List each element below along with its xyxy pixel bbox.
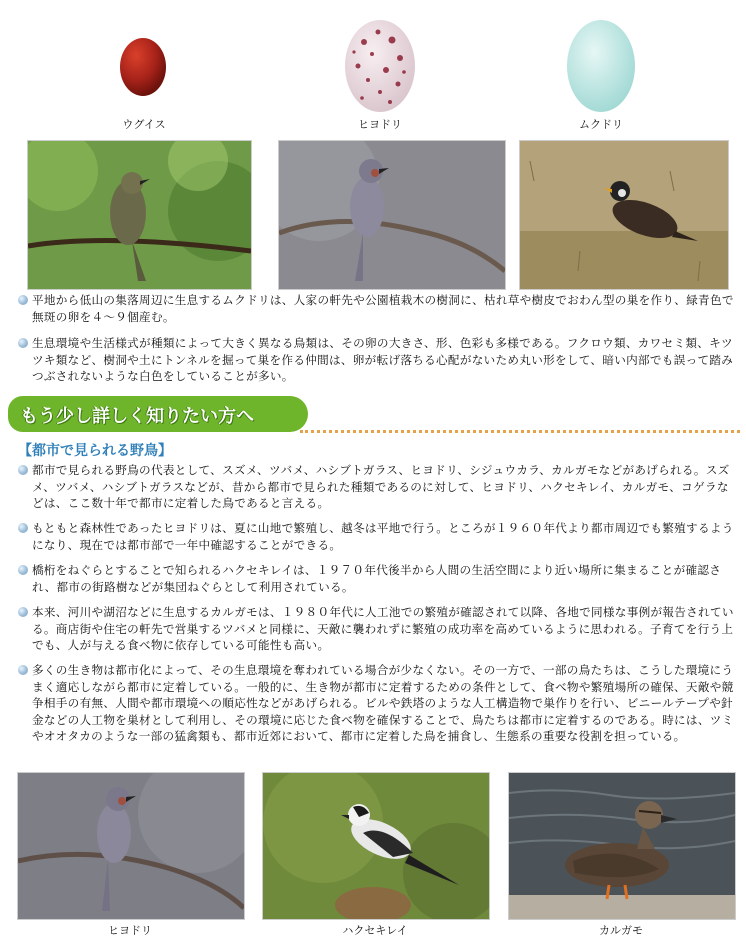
photo-hiyodori-top — [278, 140, 506, 290]
bullet-icon — [18, 295, 28, 305]
paragraph-egg-diversity: 生息環境や生活様式が種類によって大きく異なる鳥類は、その卵の大きさ、形、色彩も多様である。フクロウ類、カワセミ類、キツツキ類など、樹洞や土にトンネルを掘って巣を作る仲間は、卵が転げ落ちる心配がないため丸い形をして、暗い内部でも誤って踏みつぶされないような白色をしていることが多い。 — [18, 335, 736, 385]
photo-uguisu — [27, 140, 252, 290]
egg-label-uguisu: ウグイス — [122, 118, 166, 131]
caption-karugamo: カルガモ — [599, 924, 643, 937]
section-heading: 【都市で見られる野鳥】 — [18, 443, 172, 459]
paragraph-hiyodori: もともと森林性であったヒヨドリは、夏に山地で繁殖し、越冬は平地で行う。ところが１９６０年代より都市周辺でも繁殖するようになり、現在では都市部で一年中確認することができる。 — [18, 520, 736, 553]
egg-label-hiyodori: ヒヨドリ — [358, 118, 402, 131]
paragraph-hakusekirei: 橋桁をねぐらとすることで知られるハクセキレイは、１９７０年代後半から人間の生活空間により近い場所に集まることが確認され、都市の街路樹などが集団ねぐらとして利用されている。 — [18, 562, 736, 595]
photo-karugamo — [508, 772, 736, 920]
paragraph-mukudori-nest: 平地から低山の集落周辺に生息するムクドリは、人家の軒先や公園植栽木の樹洞に、枯れ草や樹皮でおわん型の巣を作り、緑青色で無斑の卵を４～９個産む。 — [18, 292, 736, 325]
bullet-icon — [18, 338, 28, 348]
egg-hiyodori — [342, 14, 418, 118]
photo-mukudori — [519, 140, 729, 290]
egg-mukudori — [564, 16, 638, 118]
bullet-icon — [18, 465, 28, 475]
photo-hiyodori-bottom — [17, 772, 245, 920]
bullet-icon — [18, 523, 28, 533]
bullet-icon — [18, 565, 28, 575]
bullet-icon — [18, 665, 28, 675]
bullet-icon — [18, 607, 28, 617]
section-banner — [8, 396, 308, 432]
photo-hakusekirei — [262, 772, 490, 920]
egg-uguisu — [118, 36, 168, 102]
paragraph-urbanization: 多くの生き物は都市化によって、その生息環境を奪われている場合が少なくない。その一方で、一部の鳥たちは、こうした環境にうまく適応しながら都市に定着している。一般的に、生き物が都市に定着するための条件として、食べ物や繁殖場所の確保、天敵や競争相手の有無、人間や都市環境への順応性などがあげられる。ビルや鉄塔のような人工構造物で巣作りを行い、ビニールテープや針金などの人工物を巣材として利用し、その環境に応じた食べ物を確保することで、鳥たちは都市に定着するのである。時には、ツミやオオタカのような一部の猛禽類も、都市近郊において、都市に定着した鳥を捕食し、生態系の重要な役割を担っている。 — [18, 662, 736, 745]
caption-hiyodori: ヒヨドリ — [108, 924, 152, 937]
paragraph-urban-birds: 都市で見られる野鳥の代表として、スズメ、ツバメ、ハシブトガラス、ヒヨドリ、シジュウカラ、カルガモなどがあげられる。スズメ、ツバメ、ハシブトガラスなどが、昔から都市で見られた種類であるのに対して、ヒヨドリ、ハクセキレイ、カルガモ、コゲラなどは、ここ数十年で都市に定着した鳥であると言える。 — [18, 462, 736, 512]
caption-hakusekirei: ハクセキレイ — [342, 924, 408, 937]
section-banner-title: もう少し詳しく知りたい方へ — [20, 406, 254, 427]
egg-label-mukudori: ムクドリ — [579, 118, 623, 131]
paragraph-karugamo: 本来、河川や湖沼などに生息するカルガモは、１９８０年代に人工池での繁殖が確認されて以降、各地で同様な事例が報告されている。商店街や住宅の軒先で営巣するツバメと同様に、天敵に襲われずに繁殖の成功率を高めているように思われる。子育てを行う上でも、人が与える食べ物に依存している可能性も高い。 — [18, 604, 736, 654]
dotted-divider — [300, 430, 740, 433]
